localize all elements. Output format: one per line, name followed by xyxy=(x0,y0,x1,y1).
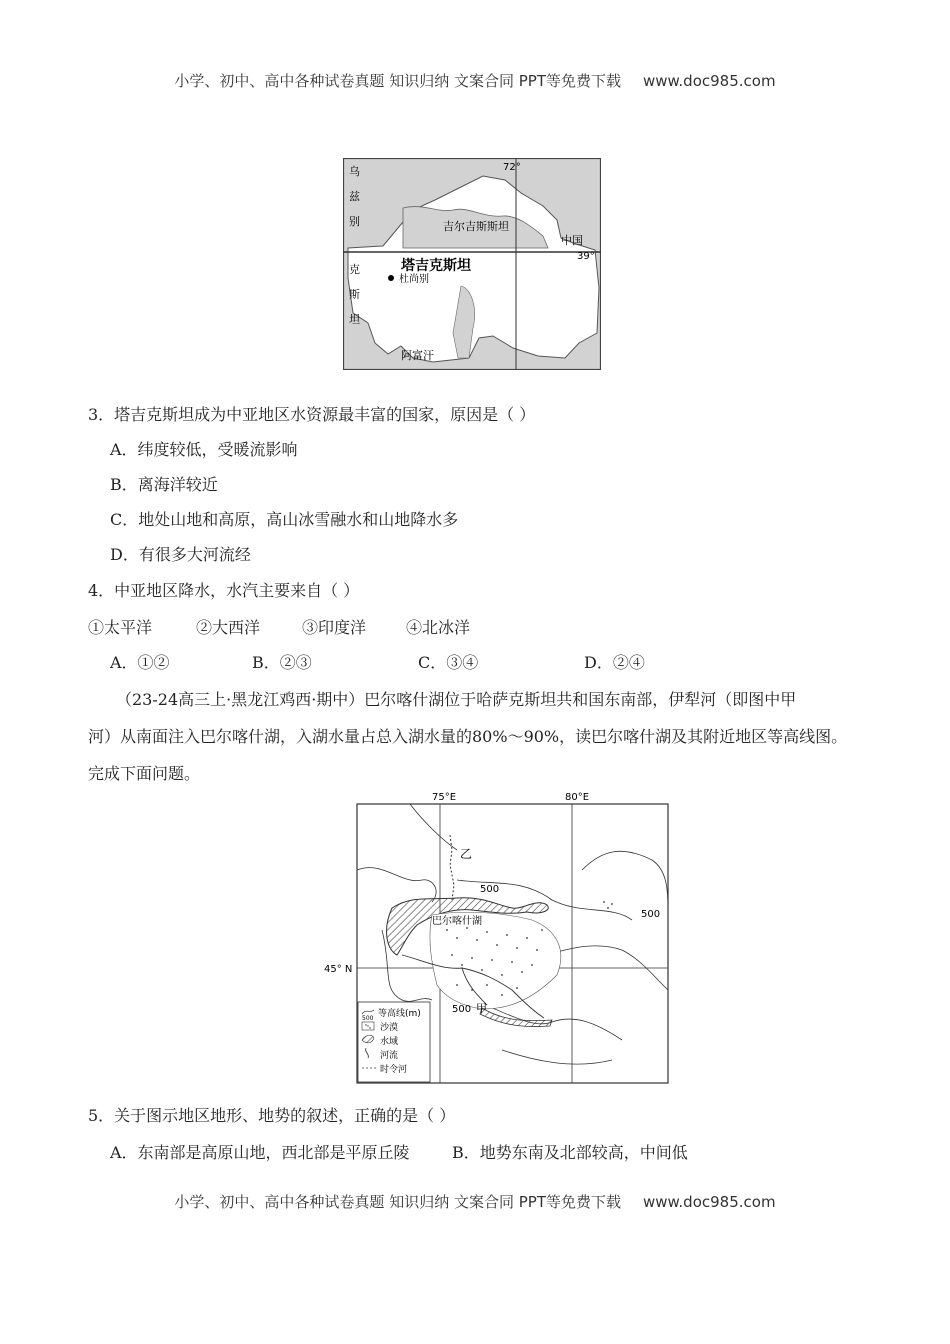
lon-75-label: 75°E xyxy=(432,792,457,803)
q3-stem: 3．塔吉克斯坦成为中亚地区水资源最丰富的国家，原因是（ ） xyxy=(88,405,536,424)
header-url[interactable]: www.doc985.com xyxy=(642,72,776,90)
footer-url[interactable]: www.doc985.com xyxy=(642,1193,776,1211)
q4-item-3: ③印度洋 xyxy=(302,618,367,637)
afghan-label: 阿富汗 xyxy=(401,349,434,362)
uzbek-char: 克 xyxy=(349,263,360,276)
capital-label: 杜尚别 xyxy=(399,274,429,285)
intro-line-3: 完成下面问题。 xyxy=(88,764,201,783)
legend-water: 水域 xyxy=(380,1037,399,1047)
intro-line-2: 河）从南面注入巴尔喀什湖，入湖水量占总入湖水量的80%～90%，读巴尔喀什湖及其附近地区等高线图。 xyxy=(88,727,848,746)
uzbek-char: 坦 xyxy=(349,313,360,326)
q5-option-a[interactable]: A．东南部是高原山地，西北部是平原丘陵 xyxy=(110,1143,410,1162)
uzbek-char: 斯 xyxy=(349,288,360,301)
capital-dot xyxy=(388,275,394,281)
q5-stem: 5．关于图示地区地形、地势的叙述，正确的是（ ） xyxy=(88,1106,456,1125)
lon-80-label: 80°E xyxy=(565,792,590,803)
uzbek-char: 别 xyxy=(349,215,360,228)
yi-label: 乙 xyxy=(460,847,473,861)
contour-500-north: 500 xyxy=(480,884,500,895)
uzbek-char: 兹 xyxy=(349,190,360,203)
balkhash-map xyxy=(322,790,670,1086)
q4-option-b[interactable]: B．②③ xyxy=(252,653,312,672)
legend-desert: 沙漠 xyxy=(380,1023,399,1033)
q4-item-1: ①太平洋 xyxy=(88,618,153,637)
tajik-label: 塔吉克斯坦 xyxy=(401,258,471,274)
q4-option-a[interactable]: A．①② xyxy=(110,653,170,672)
legend-seasonal: 时令河 xyxy=(380,1065,408,1075)
footer-text: 小学、初中、高中各种试卷真题 知识归纳 文案合同 PPT等免费下载 xyxy=(174,1193,621,1211)
contour-500-east: 500 xyxy=(641,909,661,920)
header-text: 小学、初中、高中各种试卷真题 知识归纳 文案合同 PPT等免费下载 xyxy=(174,72,621,90)
lat-39-label: 39° xyxy=(577,251,595,262)
q3-option-d[interactable]: D．有很多大河流经 xyxy=(110,545,251,564)
q5-option-b[interactable]: B．地势东南及北部较高，中间低 xyxy=(452,1143,688,1162)
legend-river: 河流 xyxy=(380,1051,399,1061)
intro-line-1: （23-24高三上·黑龙江鸡西·期中）巴尔喀什湖位于哈萨克斯坦共和国东南部，伊犁河（即图中甲 xyxy=(116,690,797,709)
q4-option-c[interactable]: C．③④ xyxy=(418,653,479,672)
page-header xyxy=(0,70,950,91)
q4-stem: 4．中亚地区降水，水汽主要来自（ ） xyxy=(88,581,360,600)
jia-label: 甲 xyxy=(476,1002,487,1015)
tajikistan-map xyxy=(343,158,601,370)
lat-45-label: 45° N xyxy=(324,964,353,975)
q4-option-d[interactable]: D．②④ xyxy=(584,653,645,672)
q3-option-c[interactable]: C．地处山地和高原，高山冰雪融水和山地降水多 xyxy=(110,510,459,529)
legend-contour-num: 500 xyxy=(362,1015,374,1022)
q3-option-a[interactable]: A．纬度较低，受暖流影响 xyxy=(110,440,298,459)
q4-item-4: ④北冰洋 xyxy=(406,618,471,637)
legend-contour: 等高线(m) xyxy=(378,1009,421,1019)
q3-option-b[interactable]: B．离海洋较近 xyxy=(110,475,218,494)
contour-500-south: 500 xyxy=(452,1004,472,1015)
page-footer xyxy=(0,1191,950,1212)
kyrgyz-label: 吉尔吉斯斯坦 xyxy=(443,220,509,233)
lake-label: 巴尔喀什湖 xyxy=(432,916,482,927)
china-label: 中国 xyxy=(561,234,583,247)
q4-item-2: ②大西洋 xyxy=(196,618,261,637)
lon-72-label: 72° xyxy=(503,162,521,173)
uzbek-char: 乌 xyxy=(349,165,360,178)
